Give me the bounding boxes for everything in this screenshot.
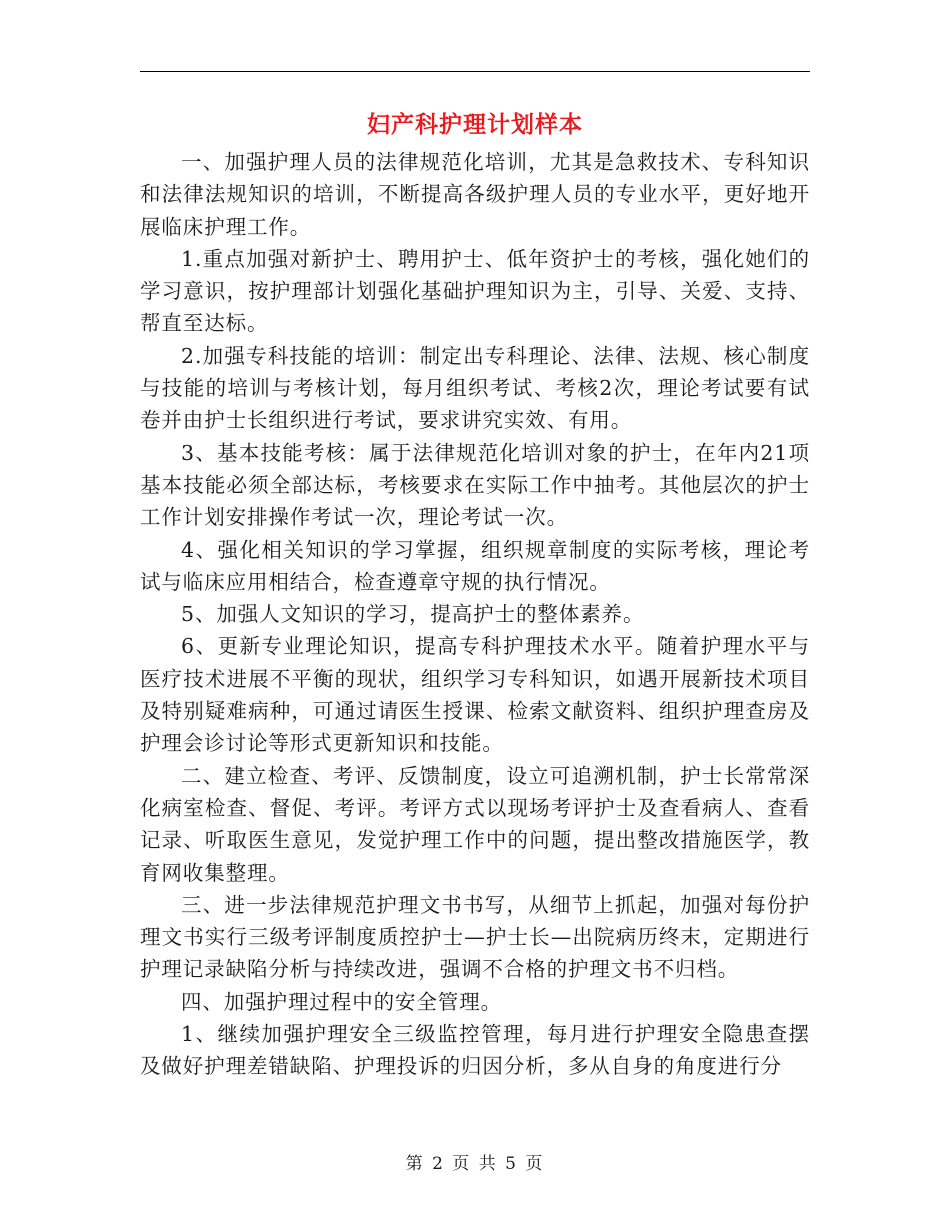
header-rule [140,71,810,72]
paragraph-4: 3、基本技能考核：属于法律规范化培训对象的护士，在年内21项基本技能必须全部达标，考核要求在实际工作中抽考。其他层次的护士工作计划安排操作考试一次，理论考试一次。 [140,440,810,530]
paragraph-8: 二、建立检查、考评、反馈制度，设立可追溯机制，护士长常常深化病室检查、督促、考评。考评方式以现场考评护士及查看病人、查看记录、听取医生意见，发觉护理工作中的问题，提出整改措施医学，教育网收集整理。 [140,763,810,885]
paragraph-2: 1.重点加强对新护士、聘用护士、低年资护士的考核，强化她们的学习意识，按护理部计划强化基础护理知识为主，引导、关爱、支持、帮直至达标。 [140,246,810,336]
document-body [140,146,810,1083]
paragraph-9: 三、进一步法律规范护理文书书写，从细节上抓起，加强对每份护理文书实行三级考评制度质控护士—护士长—出院病历终末，定期进行护理记录缺陷分析与持续改进，强调不合格的护理文书不归档。 [140,892,810,982]
paragraph-11: 1、继续加强护理安全三级监控管理，每月进行护理安全隐患查摆及做好护理差错缺陷、护理投诉的归因分析，多从自身的角度进行分 [140,1022,810,1079]
paragraph-1: 一、加强护理人员的法律规范化培训，尤其是急救技术、专科知识和法律法规知识的培训，不断提高各级护理人员的专业水平，更好地开展临床护理工作。 [140,150,810,239]
paragraph-3: 2.加强专科技能的培训：制定出专科理论、法律、法规、核心制度与技能的培训与考核计划，每月组织考试、考核2次，理论考试要有试卷并由护士长组织进行考试，要求讲究实效、有用。 [140,343,810,433]
paragraph-10: 四、加强护理过程中的安全管理。 [181,989,502,1014]
page-title: 妇产科护理计划样本 [367,111,583,138]
paragraph-5: 4、强化相关知识的学习掌握，组织规章制度的实际考核，理论考试与临床应用相结合，检查遵章守规的执行情况。 [140,537,810,594]
paragraph-7: 6、更新专业理论知识，提高专科护理技术水平。随着护理水平与医疗技术进展不平衡的现状，组织学习专科知识，如遇开展新技术项目及特别疑难病种，可通过请医生授课、检索文献资料、组织护理查房及护理会诊讨论等形式更新知识和技能。 [140,634,810,756]
paragraph-6: 5、加强人文知识的学习，提高护士的整体素养。 [181,602,645,627]
page-footer: 第 2 页 共 5 页 [405,1154,545,1174]
